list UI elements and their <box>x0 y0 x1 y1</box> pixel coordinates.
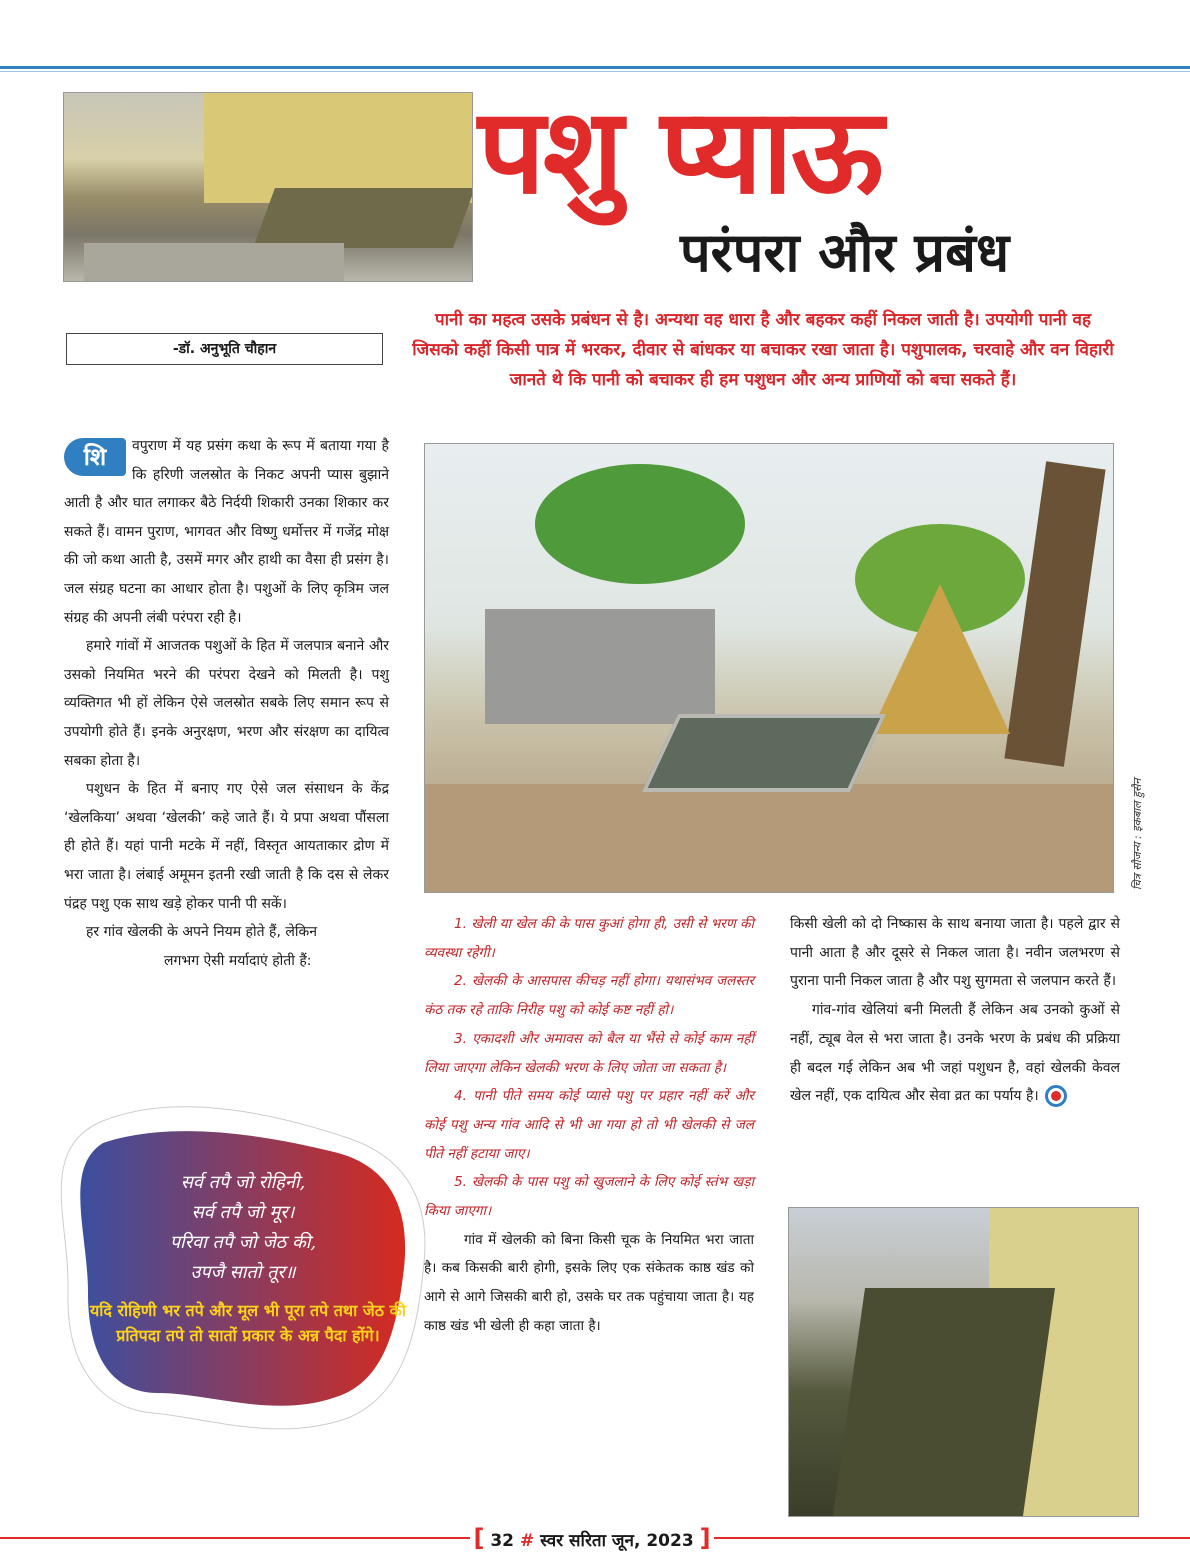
column1-paragraph-1: वपुराण में यह प्रसंग कथा के रूप में बताया गया है कि हरिणी जलस्रोत के निकट अपनी प्यास बुझाने आती है और घात लगाकर बैठे निर्दयी शिकारी उनका शिकार कर सकते हैं। वामन पुराण, भागवत और विष्णु धर्मोत्तर में गजेंद्र मोक्ष की जो कथा आती है, उसमें मगर और हाथी का वैसा ही प्रसंग है। जल संग्रह घटना का आधार होता है। पशुओं के लिए कृत्रिम जल संग्रह की अपनी लंबी परंपरा रही है। <box>64 438 389 626</box>
author-byline: -डॉ. अनुभूति चौहान <box>66 333 383 365</box>
footer-rule-left <box>0 1537 470 1539</box>
column-1 <box>64 432 389 975</box>
column3-paragraph-2: गांव-गांव खेलियां बनी मिलती हैं लेकिन अब उनको कुओं से नहीं, ट्यूब वेल से भरा जाता है। उनके भरण के प्रबंध की प्रक्रिया ही बदल गई लेकिन अब भी जहां पशुधन है, वहां खेलकी केवल खेल नहीं, एक दायित्व और सेवा व्रत का पर्याय है। <box>790 1002 1120 1105</box>
trough-photo-bottom <box>788 1207 1139 1517</box>
verse-line: उपजै सातो तूर॥ <box>190 1262 296 1283</box>
footer-rule-right <box>714 1537 1190 1539</box>
rule-item: 2. खेलकी के आसपास कीचड़ नहीं होगा। यथासंभव जलस्तर कंठ तक रहे ताकि निरीह पशु को कोई कष्ट नहीं हो। <box>424 973 754 1019</box>
top-rule <box>0 66 1190 69</box>
article-subtitle: परंपरा और प्रबंध <box>680 221 1010 284</box>
rule-item: 5. खेलकी के पास पशु को खुजलाने के लिए कोई स्तंभ खड़ा किया जाएगा। <box>424 1174 754 1220</box>
verse-meaning: यदि रोहिणी भर तपे और मूल भी पूरा तपे तथा जेठ की प्रतिपदा तपे तो सातों प्रकार के अन्न पैदा होंगे। <box>89 1301 407 1345</box>
column3-paragraph-1: किसी खेली को दो निष्कास के साथ बनाया जाता है। पहले द्वार से पानी आता है और दूसरे से निकल जाता है। नवीन जलभरण से पुराना पानी निकल जाता है और पशु सुगमता से जलपान करते हैं। <box>790 916 1120 990</box>
village-painting <box>424 443 1114 893</box>
verse-line: परिवा तपै जो जेठ की, <box>169 1232 317 1253</box>
column1-paragraph-2: हमारे गांवों में आजतक पशुओं के हित में जलपात्र बनाने और उसको नियमित भरने की परंपरा देखने को मिलती है। पशु व्यक्तिगत भी हों लेकिन ऐसे जलस्रोत सबके लिए समान रूप से उपयोगी होते हैं। इनके अनुरक्षण, भरण और संरक्षण का दायित्व सबका होता है। <box>64 638 389 769</box>
verse-line: सर्व तपै जो मूर। <box>191 1202 295 1223</box>
column-2 <box>424 910 754 1341</box>
column-3 <box>790 910 1120 1111</box>
rule-item: 4. पानी पीते समय कोई प्यासे पशु पर प्रहार नहीं करें और कोई पशु अन्य गांव आदि से भी आ गया हो तो भी खेलकी से जल पीते नहीं हटाया जाए। <box>424 1088 754 1162</box>
article-title: पशु प्याऊ <box>478 82 882 220</box>
column2-paragraph: गांव में खेलकी को बिना किसी चूक के नियमित भरा जाता है। कब किसकी बारी होगी, इसके लिए एक संकेतक काष्ठ खंड को आगे से आगे जिसकी बारी हो, उसके घर तक पहुंचाया जाता है। यह काष्ठ खंड भी खेली ही कहा जाता है। <box>424 1231 754 1334</box>
verse-box <box>58 1093 434 1433</box>
intro-paragraph: पानी का महत्व उसके प्रबंधन से है। अन्यथा वह धारा है और बहकर कहीं निकल जाती है। उपयोगी पानी वह जिसको कहीं किसी पात्र में भरकर, दीवार से बांधकर या बचाकर रखा जाता है। पशुपालक, चरवाहे और वन विहारी जानते थे कि पानी को बचाकर ही हम पशुधन और अन्य प्राणियों को बचा सकते हैं। <box>412 310 1114 390</box>
rule-item: 3. एकादशी और अमावस को बैल या भैंसे से कोई काम नहीं लिया जाएगा लेकिन खेलकी भरण के लिए जोता जा सकता है। <box>424 1030 754 1076</box>
end-mark-icon <box>1045 1085 1067 1107</box>
rule-item: 1. खेली या खेल की के पास कुआं होगा ही, उसी से भरण की व्यवस्था रहेगी। <box>424 916 754 961</box>
verse-line: सर्व तपै जो रोहिनी, <box>180 1172 306 1193</box>
top-rule-thin <box>0 71 1190 72</box>
page-footer: [ 32 # स्वर सरिता जून, 2023 ] <box>473 1524 711 1552</box>
column1-paragraph-3: पशुधन के हित में बनाए गए ऐसे जल संसाधन के केंद्र ‘खेलकिया’ अथवा ‘खेलकी’ कहे जाते हैं। ये प्रपा अथवा पौंसला ही होते हैं। यहां पानी मटके में नहीं, विस्तृत आयताकार द्रोण में भरा जाता है। लंबाई अमूमन इतनी रखी जाती है कि दस से लेकर पंद्रह पशु एक साथ खड़े होकर पानी पी सकें। <box>64 781 389 912</box>
page-number: 32 <box>490 1531 515 1551</box>
column1-paragraph-4b: लगभग ऐसी मर्यादाएं होती हैं: <box>164 952 312 969</box>
column1-paragraph-4a: हर गांव खेलकी के अपने नियम होते हैं, लेकिन <box>86 924 317 941</box>
trough-photo-top <box>63 92 473 282</box>
footer-separator: # <box>519 1531 535 1551</box>
drop-cap: शि <box>64 438 126 476</box>
magazine-issue: स्वर सरिता जून, 2023 <box>540 1531 694 1551</box>
image-credit: चित्र सौजन्य : इकबाल हुसैन <box>1131 778 1144 890</box>
verse-text <box>98 1168 388 1288</box>
